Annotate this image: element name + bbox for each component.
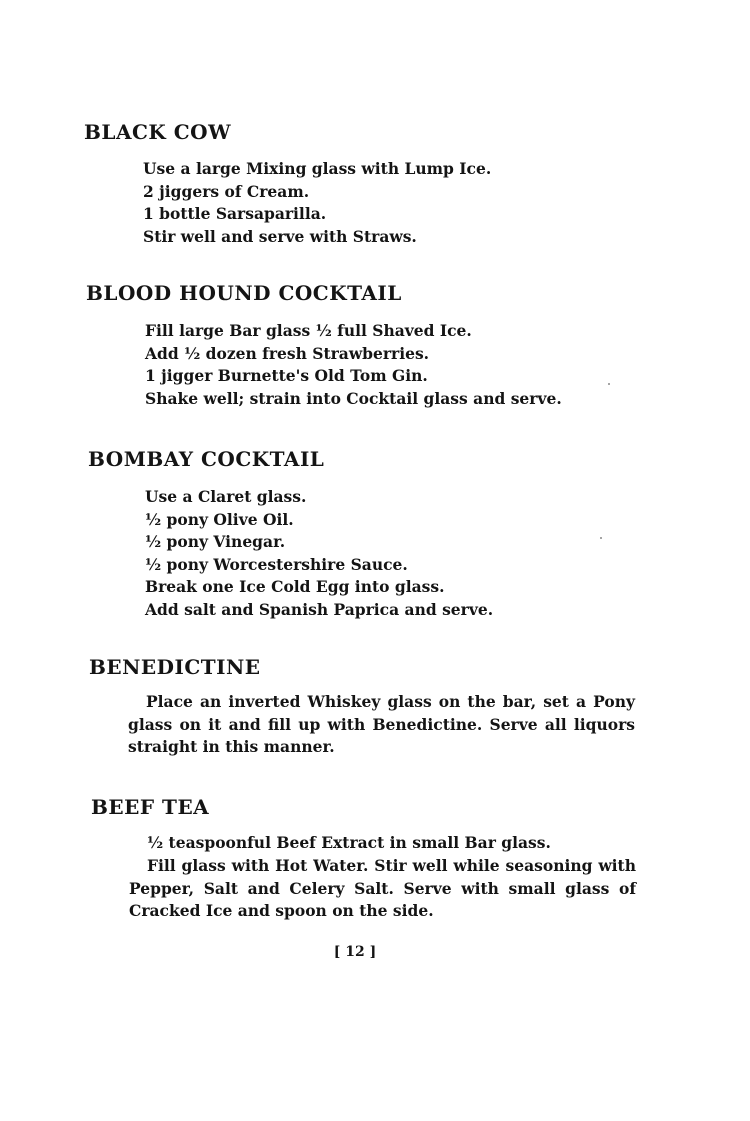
page-number: [ 12 ] [333,944,377,960]
recipe-title: BLACK COW [84,120,232,144]
instruction-line: ½ pony Vinegar. [145,532,286,552]
instruction-line: ½ pony Worcestershire Sauce. [145,554,408,574]
scan-speck [600,537,602,539]
instruction-line: ½ teaspoonful Beef Extract in small Bar glass. [147,833,551,852]
recipe-title: BOMBAY COCKTAIL [88,447,325,471]
scan-speck [608,383,610,385]
recipe-title: BENEDICTINE [89,655,261,679]
instruction-line: 1 bottle Sarsaparilla. [143,204,327,224]
instruction-line: Use a Claret glass. [145,487,307,506]
instruction-line: Stir well and serve with Straws. [143,226,417,246]
instruction-line: Add salt and Spanish Paprica and serve. [145,599,494,619]
recipe-instructions [147,832,551,855]
recipe-paragraph: Place an inverted Whiskey glass on the bar, set a Pony glass on it and fill up with Benedictine. Serve all liquors straight in this manner. [128,692,635,757]
recipe-paragraph: Fill glass with Hot Water. Stir well while seasoning with Pepper, Salt and Celery Salt. Serve with small glass of Cracked Ice and spoon on the side. [129,856,636,921]
instruction-line: 1 jigger Burnette's Old Tom Gin. [145,366,428,386]
instruction-line: Break one Ice Cold Egg into glass. [145,577,445,597]
recipe-title: BLOOD HOUND COCKTAIL [86,281,402,305]
recipe-title: BEEF TEA [91,795,210,819]
instruction-line: ½ pony Olive Oil. [145,509,294,529]
recipe-instructions [145,486,493,622]
recipe-instructions [145,320,562,410]
recipe-instructions [143,158,491,248]
instruction-line: Shake well; strain into Cocktail glass and serve. [145,388,562,408]
instruction-line: Use a large Mixing glass with Lump Ice. [143,159,492,178]
instruction-line: 2 jiggers of Cream. [143,181,310,201]
instruction-line: Add ½ dozen fresh Strawberries. [145,343,430,363]
instruction-line: Fill large Bar glass ½ full Shaved Ice. [145,321,472,340]
